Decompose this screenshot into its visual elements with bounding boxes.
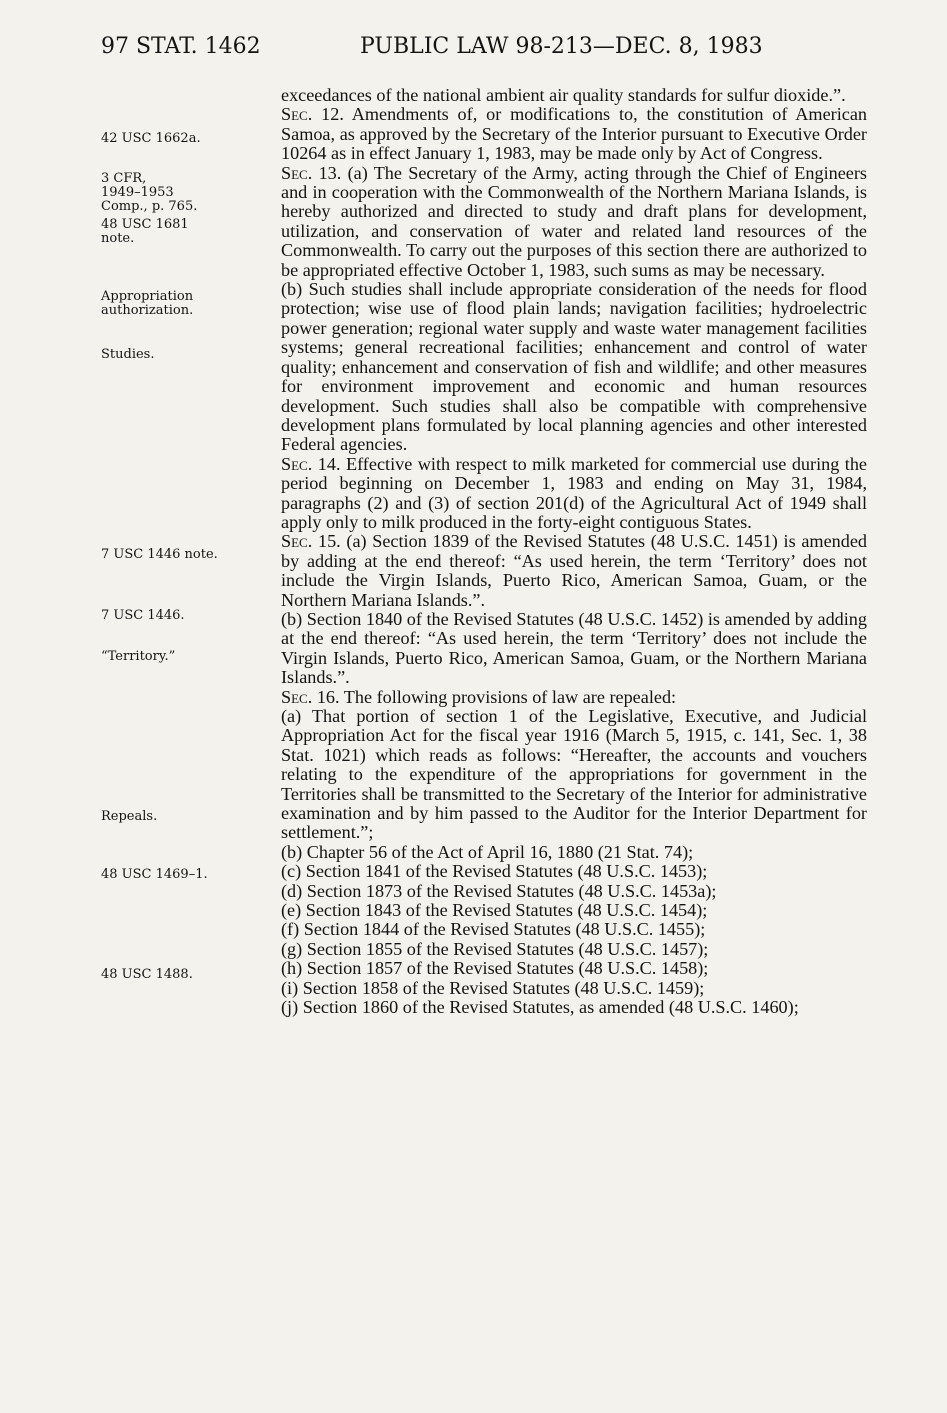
list-item: (h) Section 1857 of the Revised Statutes (48 U.S.C. 1458);	[281, 958, 709, 979]
section-label: Sec.	[281, 104, 313, 125]
stat-page-number: 97 STAT. 1462	[101, 34, 261, 59]
section-16j: (j) Section 1860 of the Revised Statutes, as amended (48 U.S.C. 1460);	[281, 997, 799, 1018]
margin-note: Repeals.	[101, 809, 158, 824]
margin-note: Studies.	[101, 347, 155, 362]
section-16	[257, 688, 867, 707]
section-16a: (a) That portion of section 1 of the Legislative, Executive, and Judicial Appropriation Act for the fiscal year 1916 (March 5, 1915, c. 141, Sec. 1, 38 Stat. 1021) which reads as follows: “Hereafter, the accounts and vouchers relating to the expenditure of the appropriations for government in the Territories shall be transmitted to the Secretary of the Interior for administrative examination and by him passed to the Auditor for the Interior Department for settlement.”;	[281, 706, 867, 843]
section-label: Sec.	[281, 531, 313, 552]
section-text: 14. Effective with respect to milk marketed for commercial use during the period beginning on December 1, 1983 and ending on May 31, 1984, paragraphs (2) and (3) of section 201(d) of the Agricultural Act of 1949 shall apply only to milk produced in the forty-eight contiguous States.	[281, 453, 868, 532]
list-item: (b) Chapter 56 of the Act of April 16, 1880 (21 Stat. 74);	[281, 841, 694, 862]
margin-note: 7 USC 1446 note.	[101, 547, 218, 562]
section-12	[257, 105, 867, 163]
margin-note: 42 USC 1662a.	[101, 131, 201, 146]
public-law-title: PUBLIC LAW 98-213—DEC. 8, 1983	[360, 34, 763, 59]
statute-text	[257, 86, 867, 1018]
repeal-list	[257, 843, 867, 998]
margin-note: 7 USC 1446.	[101, 608, 185, 623]
section-label: Sec.	[281, 686, 313, 707]
list-item: (c) Section 1841 of the Revised Statutes (48 U.S.C. 1453);	[281, 861, 708, 882]
margin-note: 3 CFR, 1949–1953 Comp., p. 765.	[101, 171, 198, 214]
margin-note: 48 USC 1488.	[101, 967, 193, 982]
section-text: 13. (a) The Secretary of the Army, acting through the Chief of Engineers and in cooperation with the Commonwealth of the Northern Mariana Islands, is hereby authorized and directed to study and draft plans for development, utilization, and conservation of water and related land resources of the Commonwealth. To carry out the purposes of this section there are authorized to be appropriated effective October 1, 1983, such sums as may be necessary.	[281, 162, 868, 280]
section-text: 12. Amendments of, or modifications to, the constitution of American Samoa, as approved by the Secretary of the Interior pursuant to Executive Order 10264 as in effect January 1, 1983, may be made only by Act of Congress.	[281, 104, 867, 164]
margin-note: Appropriation authorization.	[101, 289, 194, 318]
margin-note: 48 USC 1681 note.	[101, 217, 189, 246]
section-label: Sec.	[281, 453, 313, 474]
page-header	[0, 34, 947, 74]
list-item: (i) Section 1858 of the Revised Statutes (48 U.S.C. 1459);	[281, 977, 705, 998]
margin-note: 48 USC 1469–1.	[101, 867, 208, 882]
margin-note: “Territory.”	[101, 649, 176, 664]
section-13a	[257, 164, 867, 280]
section-13b: (b) Such studies shall include appropriate consideration of the needs for flood protection; wise use of flood plain lands; navigation facilities; hydroelectric power generation; regional water supply and waste water management facilities systems; general recreational facilities; enhancement and control of water quality; enhancement and conservation of fish and wildlife; and other measures for environment improvement and economic and human resources development. Such studies shall also be compatible with comprehensive development plans formulated by local planning agencies and other interested Federal agencies.	[281, 279, 867, 455]
section-text: 16. The following provisions of law are repealed:	[316, 686, 677, 707]
list-item: (g) Section 1855 of the Revised Statutes (48 U.S.C. 1457);	[281, 938, 709, 959]
list-item: (e) Section 1843 of the Revised Statutes (48 U.S.C. 1454);	[281, 900, 708, 921]
list-item: (f) Section 1844 of the Revised Statutes (48 U.S.C. 1455);	[281, 919, 706, 940]
section-label: Sec.	[281, 162, 313, 183]
section-text: 15. (a) Section 1839 of the Revised Statutes (48 U.S.C. 1451) is amended by adding at the end thereof: “As used herein, the term ‘Territory’ does not include the Virgin Islands, Puerto Rico, American Samoa, Guam, or the Northern Mariana Islands.”.	[281, 531, 867, 610]
continued-paragraph: exceedances of the national ambient air quality standards for sulfur dioxide.”.	[281, 85, 846, 105]
list-item: (d) Section 1873 of the Revised Statutes (48 U.S.C. 1453a);	[281, 880, 717, 901]
section-14	[257, 455, 867, 533]
section-15a	[257, 532, 867, 610]
section-15b: (b) Section 1840 of the Revised Statutes (48 U.S.C. 1452) is amended by adding at the end thereof: “As used herein, the term ‘Territory’ does not include the Virgin Islands, Puerto Rico, American Samoa, Guam, or the Northern Mariana Islands.”.	[281, 608, 867, 688]
